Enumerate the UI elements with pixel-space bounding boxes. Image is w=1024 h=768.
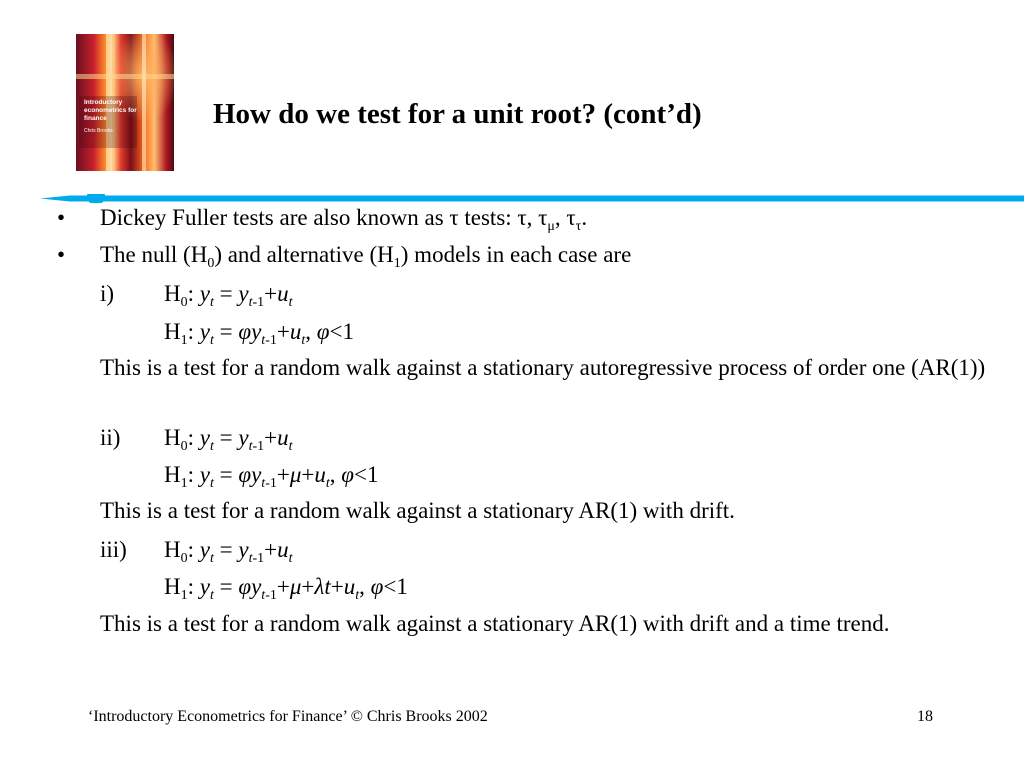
book-cover-title: Introductory econometrics for finance — [84, 99, 137, 122]
book-cover-author: Chris Brooks — [84, 128, 113, 134]
case-label: iii) — [100, 537, 127, 562]
slide-title: How do we test for a unit root? (cont’d) — [213, 98, 702, 130]
case-label: ii) — [100, 425, 121, 450]
footer-source: ‘Introductory Econometrics for Finance’ © Chris Brooks 2002 — [88, 708, 488, 725]
book-cover-image — [76, 34, 174, 171]
bullet-text: The null $(H_0)$ and alternative $(H_1)$ models in each case are — [100, 242, 632, 271]
bullet-marker: • — [57, 205, 66, 230]
case-label: i) — [100, 281, 115, 306]
case-description: This is a test for a random walk against a stationary autoregressive process of order one (AR(1)) — [100, 355, 986, 380]
case-description: This is a test for a random walk against a stationary AR(1) with drift and a time trend. — [100, 611, 890, 636]
bullet-text: Dickey Fuller tests are also known as τ tests: τ, $\tau_\mu$, $\tau_\tau$. — [100, 205, 588, 234]
case-description: This is a test for a random walk against a stationary AR(1) with drift. — [100, 498, 735, 523]
page-number: 18 — [917, 708, 933, 725]
bullet-marker: • — [57, 242, 66, 267]
